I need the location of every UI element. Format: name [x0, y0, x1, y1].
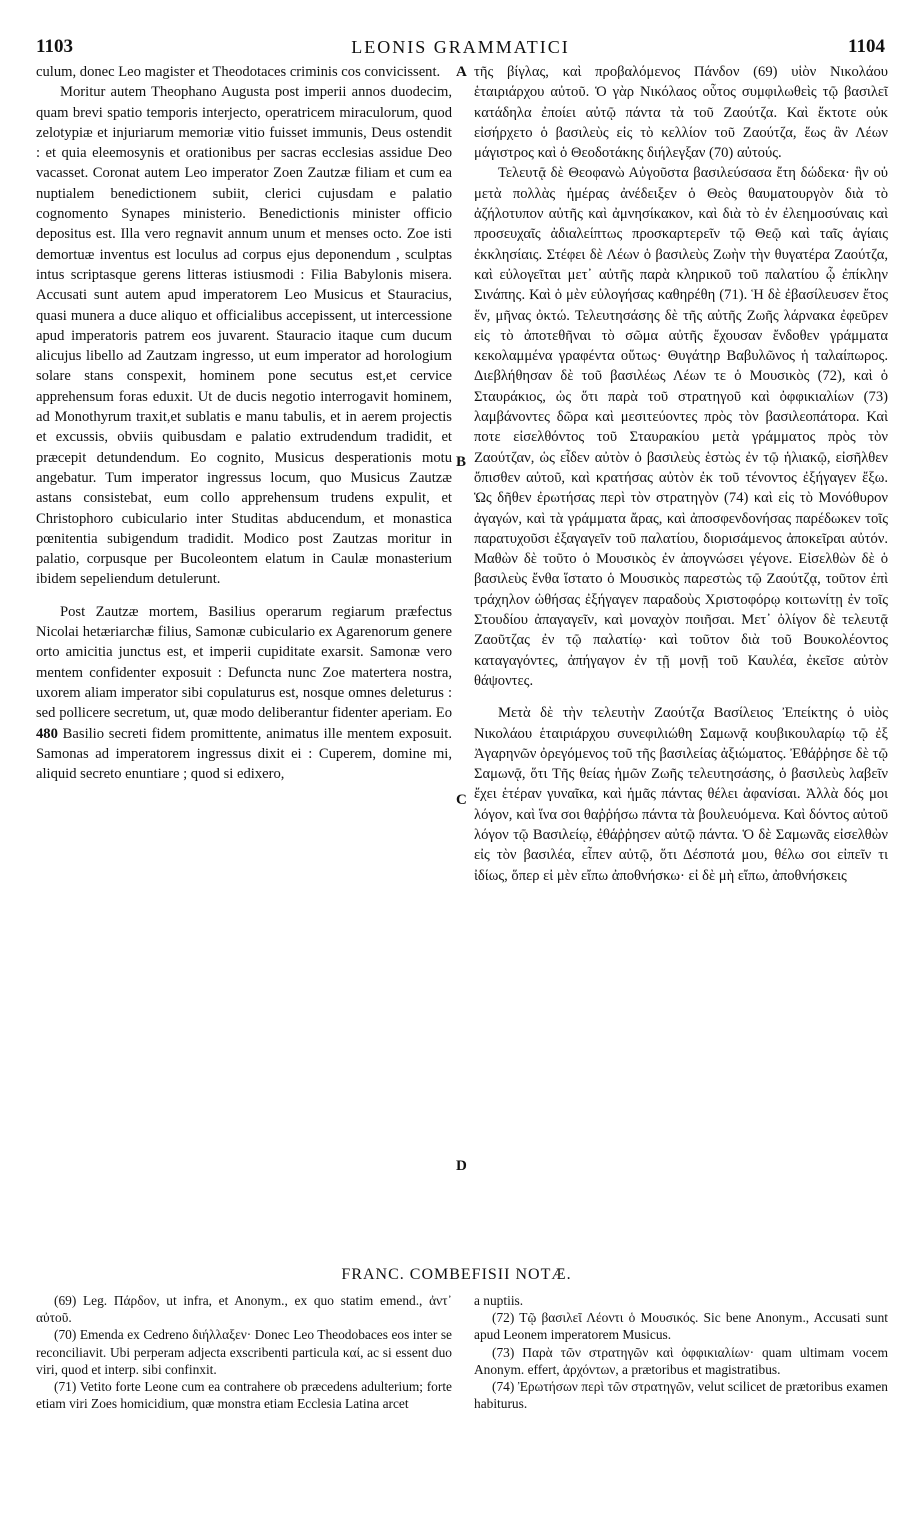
note-74: (74) Ἐρωτήσων περὶ τῶν στρατηγῶν, velut scilicet de prætoribus examen habiturus. [474, 1379, 888, 1412]
greek-paragraph-2: Τελευτᾷ δὲ Θεοφανὼ Αὐγοῦστα βασιλεύσασα ἔτη δώδεκα· ἣν οὐ μετὰ πολλὰς ἡμέρας ἀνέδειξεν ὁ Θεὸς θαυματουργὸν διὰ τὸ ἀζήλοτυπον αὐτῆς καὶ ἀμνησίκακον, καὶ διὰ τὸ ἐν ἐλεημοσύναις καὶ προσευχαῖς ἀδιαλείπτως προσκαρτερεῖν τῷ Θεῷ καὶ ταῖς ἁγίαις ἐκκλησίαις. Στέφει δὲ Λέων ὁ βασιλεὺς Ζωὴν τὴν θυγατέρα Ζαούτζα, καὶ εὐλογεῖται μετ᾽ αὐτῆς παρὰ κληρικοῦ τοῦ παλατίου ᾧ ἐπίκλην Σινάπης. Καὶ ὁ μὲν εὐλογήσας καθηρέθη (71). Ἡ δὲ ἐβασίλευσεν ἔτος ἕν, μῆνας ὀκτώ. Τελευτησάσης δὲ τῆς αὐτῆς Ζωῆς λάρνακα ἐφεῦρεν εἰς τὸ ἀποτεθῆναι τὸ σῶμα αὐτῆς ἔχουσαν ἔνδοθεν γράμματα κεκολαμμένα γραφέντα οὕτως· Θυγάτηρ Βαβυλῶνος ἡ ταλαίπωρος. Διεβλήθησαν δὲ τοῦ βασιλέως Λέων τε ὁ Μουσικὸς (72), καὶ ὁ Σταυράκιος, ὡς ὅτι παρὰ τοῦ στρατηγοῦ καὶ ὀφφικιαλίων (73) λαμβάνοντες δῶρα καὶ μεσιτεύοντες πρὸς τὸν βασιλεοπάτορα. Καὶ ποτε εἰσελθόντος τοῦ Σταυρακίου μετὰ γράμματος πρὸς τὸν Ζαούτζαν, ὡς εἶδεν αὐτὸν ὁ βασιλεὺς ἑστὼς ἐν τῷ ἡλιακῷ, εἰσῆλθεν ὄπισθεν αὐτοῦ, καὶ κρατήσας αὐτὸν ἐκ τοῦ τένοντος ἐξήγαγεν ἔξω. Ὡς δῆθεν ἐρωτήσας περὶ τὸν στρατηγὸν (74) καὶ εἰς τὸ Μονόθυρον ἀγαγών, καὶ τὰ γράμματα ἄρας, καὶ ἀποσφενδονήσας παρέδωκεν τοῖς παρατυχοῦσι ἐξαγαγεῖν τοῦ παλατίου, διορισάμενος ἀποκεῖραι αὐτόν. Μαθὼν δὲ τοῦτο ὁ Μουσικὸς ἐν ἀπογνώσει γέγονε. Εἰσελθὼν δὲ ὁ βασιλεὺς ἔνθα ἵστατο ὁ Μουσικὸς παρεστὼς τῷ Ζαούτζᾳ, τοῦτον ἐπὶ τράχηλον ὠθήσας ἐξήγαγεν παραδοὺς Χριστοφόρῳ κοιτωνίτῃ ἐν τοῖς Στουδίου ἀπαγαγεῖν, καὶ μοναχὸν ποιῆσαι. Μετ᾽ ὀλίγον δὲ τελευτᾷ Ζαοῦτζας ἐν τῷ παλατίῳ· καὶ τοῦτον διὰ τοῦ Βουκολέοντος καταγαγόντες, ἀπήγαγον ἐν τῇ μονῇ τοῦ Καυλέα, ἐκεῖσε αὐτὸν θάψοντες. [474, 165, 888, 689]
margin-letter-b: B [456, 454, 467, 470]
greek-column [474, 62, 888, 886]
note-70: (70) Emenda ex Cedreno διήλλαξεν· Donec Leo Theodobaces eos inter se reconciliavit. Ubi perperam adjecta exscribenti particula καί, ac si essent duo viri, quod et interp. sibi confinxit. [36, 1327, 452, 1377]
latin-paragraph-3a: Post Zautzæ mortem, Basilius operarum regiarum præfectus Nicolai hetæriarchæ filius, Samonæ cubiculario ex Agarenorum genere orto amicitia junctus est, et imperii cupiditate exarsit. Samonæ vero mentem confidenter exposuit : Defuncta nunc Zoe matertera nostra, uxorem aliam imperator sibi copulaturus est, nosque omnes deleturus : sed pollicere secretum, ut, quæ modo deliberantur fidenter aperiam. Eo [36, 603, 452, 722]
margin-letter-d: D [456, 1158, 467, 1174]
margin-letter-c: C [456, 792, 467, 808]
greek-paragraph-1: τῆς βίγλας, καὶ προβαλόμενος Πάνδον (69) υἱὸν Νικολάου ἑταιριάρχου αὐτοῦ. Ὁ γὰρ Νικόλαος οὗτος συμφιλωθεὶς τῷ βασιλεῖ κατάδηλα ἐποίει αὐτῷ πάντα τὰ τοῦ Ζαούτζα. Καὶ ἔκτοτε οὐκ εἰσήρχετο ὁ βασιλεὺς εἰς τὸ κελλίον τοῦ Ζαούτζα, ἕως ἂν Λέων μάγιστρος καὶ ὁ Θεοδοτάκης διήλεγξαν (70) αὐτούς. [474, 64, 888, 162]
page-number-right: 1104 [848, 36, 885, 57]
notes-title: FRANC. COMBEFISII NOTÆ. [341, 1266, 572, 1283]
margin-letter-a: A [456, 64, 467, 80]
note-71: (71) Vetito forte Leone cum ea contrahere ob præcedens adulterium; forte etiam viri Zoes homicidium, quæ monstra etiam Ecclesia Latina arcet [36, 1379, 452, 1412]
page-header [36, 36, 885, 60]
running-title: LEONIS GRAMMATICI [351, 37, 570, 57]
latin-paragraph-3b: Basilio secreti fidem promittente, animatus ille mentem exposuit. Samonas ad imperatorem ingressus dixit ei : Cuperem, domine mi, aliquid secreto enuntiare ; quod si edixero, [36, 725, 452, 783]
inline-page-number: 480 [36, 725, 58, 742]
note-72: (72) Τῷ βασιλεῖ Λέοντι ὁ Μουσικός. Sic bene Anonym., Accusati sunt apud Leonem imperatorem Musicus. [474, 1310, 888, 1343]
note-71-continuation: a nuptiis. [474, 1293, 524, 1308]
note-73: (73) Παρὰ τῶν στρατηγῶν καὶ ὀφφικιαλίων· quam ultimam vocem Anonym. effert, ἀρχόντων, a prætoribus et magistratibus. [474, 1344, 888, 1377]
latin-paragraph-3 [36, 602, 452, 785]
note-69: (69) Leg. Πάρδον, ut infra, et Anonym., ex quo statim emend., ἀντ᾽ αὐτοῦ. [36, 1293, 452, 1326]
latin-paragraph-1: culum, donec Leo magister et Theodotaces criminis cos convicissent. [36, 64, 441, 80]
notes-right-column [474, 1292, 888, 1412]
latin-paragraph-2: Moritur autem Theophano Augusta post imperii annos duodecim, quam brevi spatio temporis interjecto, operatricem miraculorum, quod zelotypiæ et injuriarum memoriæ vitio fuisset immunis, Deus ostendit : et quia eleemosynis et orationibus per sacras ecclesias assidue Deo vacasset. Coronat autem Leo imperator Zoen Zautzæ filiam et cum ea nuptialem benedictionem subiit, clerici cujusdam e palatio cognomento Synapes ministerio. Benedictionis minister officio depositus est. Illa vero regnavit annum unum et menses octo. Zoe isti demortuæ inventus est loculus ad corpus ejus deponendum , sculptas intus scriptasque gerens litteras istiusmodi : Filia Babylonis misera. Accusati sunt autem apud imperatorem Leo Musicus et Stauracius, quasi munera a duce aliquo et officialibus accepissent, ut intercessione apud imperatoris patrem eos juvarent. Stauracio itaque cum ducum alicujus libello ad Zautzam ingresso, ut eum imperator ad horologium solare stans conspexit, hominem pone secutus est,et cervice apprehensum foras eduxit. Ut de ducis negotio interrogavit hominem, ad Monothyrum traxit,et sublatis e manu tabulis, et in aerem projectis et excussis, obviis quibusdam e palatio extrudendum tradidit, et præcepit detundendum. Eo cognito, Musicus desperationis motu angebatur. Tum imperator ingressus locum, quo Musicus Zautzæ astans consistebat, eum collo apprehensum trudens expulit, et Christophoro cubiculario inter Studitas abducendum, et monastica pœnitentia subigendum tradidit. Modico post Zautzas moritur in palatio, corpusque per Bucoleontem elatum in Caulæ monasterium ibidem sepeliendum detulerunt. [36, 84, 452, 588]
page-number-left: 1103 [36, 36, 73, 57]
notes-left-column [36, 1292, 452, 1412]
latin-column [36, 62, 452, 784]
greek-paragraph-3: Μετὰ δὲ τὴν τελευτὴν Ζαούτζα Βασίλειος Ἐπείκτης ὁ υἱὸς Νικολάου ἑταιριάρχου συνεφιλιώθη Σαμωνᾷ κουβικουλαρίῳ τῷ ἐξ Ἀγαρηνῶν ὀρεγόμενος τοῦ τῆς βασιλείας ἀξιώματος. Ἐθάῤῥησε δὲ τῷ Σαμωνᾷ, ὅτι Τῆς θείας ἡμῶν Ζωῆς τελευτησάσης, ὁ βασιλεὺς λαβεῖν ἔχει ἑτέραν γυναῖκα, καὶ ἡμᾶς πάντας θέλει ἀφανίσαι. Ἀλλὰ δός μοι λόγον, καὶ ἵνα σοι θαῤῥήσω πάντα τὰ βουλευόμενα. Καὶ δόντος αὐτοῦ λόγον τῷ Βασιλείῳ, ἐθάῤῥησεν αὐτῷ πάντα. Ὁ δὲ Σαμωνᾶς εἰσελθὼν εἰς τὸν βασιλέα, εἶπεν αὐτῷ, ὅτι Δέσποτά μου, θέλω σοι εἰπεῖν τι ἰδίως, ὅπερ εἰ μὲν εἴπω ἀποθνήσκω· εἰ δὲ μὴ εἴπω, ἀποθνήσκεις [474, 705, 888, 884]
